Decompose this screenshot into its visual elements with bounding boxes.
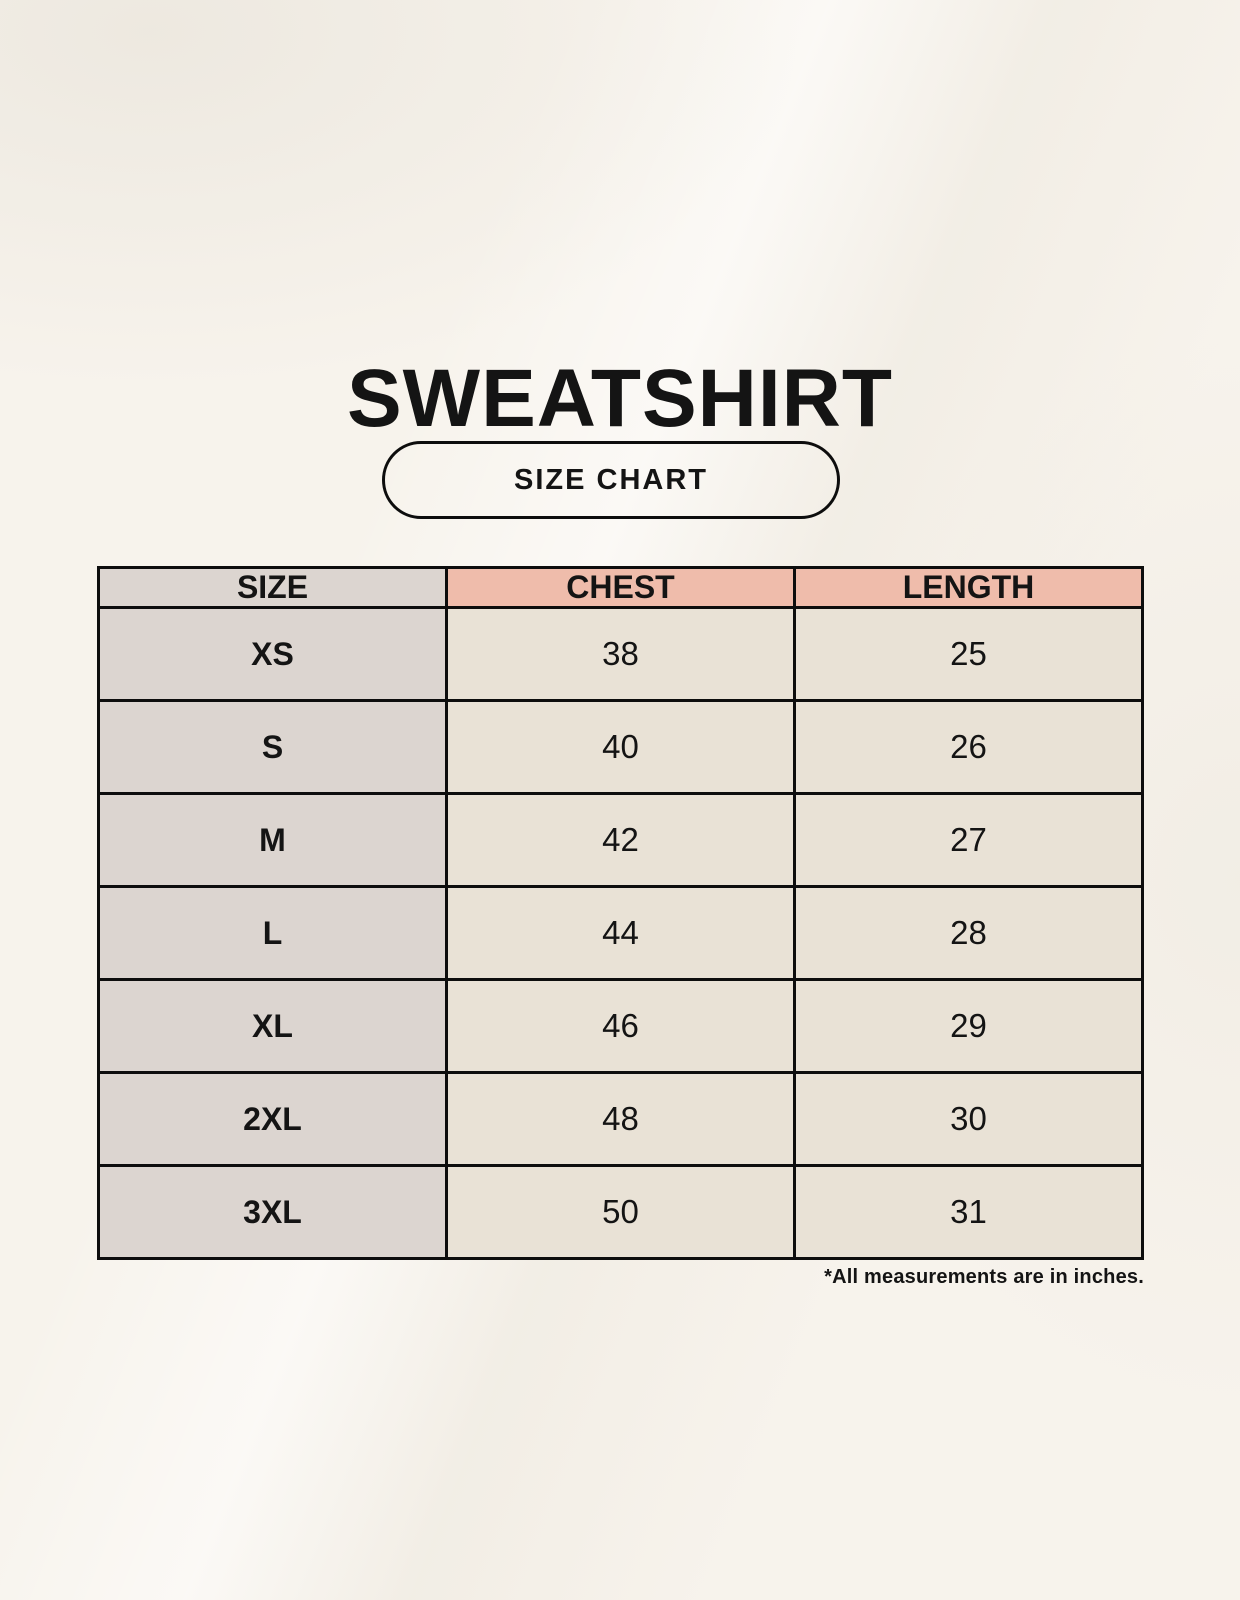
table-row xyxy=(99,887,1143,980)
size-table xyxy=(97,566,1144,1260)
size-chart-badge xyxy=(382,441,840,519)
chest-cell: 50 xyxy=(447,1166,795,1259)
size-cell: 2XL xyxy=(99,1073,447,1166)
chest-cell: 44 xyxy=(447,887,795,980)
column-header-chest: CHEST xyxy=(447,568,795,608)
length-cell: 27 xyxy=(795,794,1143,887)
chest-cell: 38 xyxy=(447,608,795,701)
table-row xyxy=(99,794,1143,887)
size-cell: XS xyxy=(99,608,447,701)
table-row xyxy=(99,1073,1143,1166)
size-table-header xyxy=(99,568,1143,608)
length-cell: 29 xyxy=(795,980,1143,1073)
header-row xyxy=(99,568,1143,608)
size-cell: XL xyxy=(99,980,447,1073)
size-cell: S xyxy=(99,701,447,794)
table-row xyxy=(99,608,1143,701)
length-cell: 26 xyxy=(795,701,1143,794)
size-table-body xyxy=(99,608,1143,1259)
size-chart-badge-label: SIZE CHART xyxy=(514,463,708,496)
measurements-footnote: *All measurements are in inches. xyxy=(824,1266,1144,1288)
table-row xyxy=(99,1166,1143,1259)
size-cell: 3XL xyxy=(99,1166,447,1259)
size-cell: L xyxy=(99,887,447,980)
table-row xyxy=(99,980,1143,1073)
page-title: SWEATSHIRT xyxy=(346,352,893,444)
column-header-size: SIZE xyxy=(99,568,447,608)
length-cell: 25 xyxy=(795,608,1143,701)
size-cell: M xyxy=(99,794,447,887)
column-header-length: LENGTH xyxy=(795,568,1143,608)
length-cell: 28 xyxy=(795,887,1143,980)
table-row xyxy=(99,701,1143,794)
chest-cell: 40 xyxy=(447,701,795,794)
length-cell: 31 xyxy=(795,1166,1143,1259)
chest-cell: 48 xyxy=(447,1073,795,1166)
chest-cell: 46 xyxy=(447,980,795,1073)
length-cell: 30 xyxy=(795,1073,1143,1166)
chest-cell: 42 xyxy=(447,794,795,887)
